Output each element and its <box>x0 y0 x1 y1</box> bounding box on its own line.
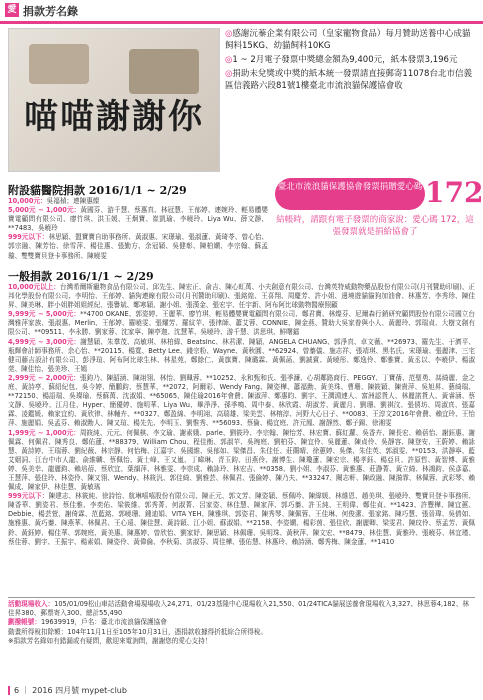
cat-figure <box>29 44 89 84</box>
footer-note-line: 劃撥帳號：19639919，戶名：臺北市流浪貓保護協會 <box>8 618 167 627</box>
section-title-hospital: 附設貓醫院捐款 2016/1/1 ~ 2/29 <box>8 184 187 197</box>
tier-paragraph: 5,000元 ~ 1,000元：黃國芬、游千慧、蔡惠真、林冠慧、王郁婷、連婉玲、輕易體嬰寶電顧問有限公司、廖竹琪、洪玉媛、王炯寶、崔凱瑜、李曉玲、Liya Wu、薛文靜、**7483、吳曉玲 <box>8 206 268 233</box>
tier-paragraph: 10,000元以上：台灣希爾斯寵物食品有限公司、邱先生、陳宏正、俞吉、陳心虹萬、小夫創意有限公司、台灣英特威動物藥品股份有限公司(月刊贊助印刷)、正邦化學股份有限公司、李明怡、王郁婷、貓狗連線有限公司(月刊贊助印刷)、張銘煌、王喜翔、周慶芳、許小姐、邊境遊貓貓狗加油會、林惠芳、李秀珍、陳佳昇、陳美琳、胖小姐胖姐姐經紀、張譽斌、鄭寒穎、謝小姐、張漢金、張宏宇、任宇新、阿布阿比球動物醫療照顧 <box>8 283 475 310</box>
tier-paragraph: 1,999元 ~ 1,000元：周筱純、元元、何佩棋、李文瑜、謝素娥、parle、劉筱玲、李宗翰、陳怡芳、林宏寶、蘇紅蘿、吳香卉、陳長宏、賴蓓怡、謝鈺惠、謝佩霖、何佩君、陳秀良、鄭佑蓮、**88379、William Chou、程佳衡、郭淑苹、吳琬庭、劉柏芬、陳宜伶、吳麗蓮、陳貞伶、吳靜容、陳登安、王蔚婷、賴詠慧、黃詩婷、王瑞蓉、劉紀薇、林宗靜、何怡梅、江嘉宇、吳國維、吳郁如、梁傑昌、朱佳任、莊蘭晴、徐蕙婷、吳傑、朱佳英、郭淑雯、**0153、洪靜寧、藍艾姻詞、江台中市人龍、俞維麟、蔡佩怡、黃士峰、王又嵐、丁暐琳、青玉鈞、田燕伶、謝博生、陳瓊蓮、陳宏宗、楊孝鈺、楊亞貝、許原哲、黃智博、黃雅婷、吳美幸、龍麗鈞、賴培蓓、蔡欣宜、葉韻萍、林雅雯、李崇成、賴詠玲、林宏吉、**0358、劉小姐、李淑芬、黃雅惠、莊瀞菁、黃立綺、林鴻鈞、侯彥嘉、王慧萍、張佳玲、林姿伶、陳又翎、Wendy、林筱汎、郭佳綺、劉雅芸、林佩君、張倫婷、陳乃夫、**33247、闕志軒、陳政融、陳漪霏、林佩蓉、武彩琴、賴佩成、陳家伊、林佳慧、黃敏瑤 <box>8 428 475 492</box>
cat-figure <box>129 49 199 94</box>
footer-note-line: ※捐款芳名錄如有錯漏或有疑問，歡迎來電詢問，謝謝您的愛心支持！ <box>8 636 212 645</box>
tier-paragraph: 999元以下：陳建志、林筱純、徐詩怡、航琳嘻嘻股份有限公司、陳正元、郭文芳、陳姿穎、蔡佩吟、陳緯媛、林維恩、趙美琪、張曉玲、雙寶貝登卡事務所、陳香華、劉姿君、蔡佳雅、李奕佑、梁筱維、郭秀菁、何淑菁、呂家姿、林佳慧、陳家萍、郭巧蓁、許玉純、王明偉、鄭佳貞、**1423、許豐樺、陳宜蕙、Debbie、楊芸萱、謝倚霖、范藍銘、郭曉珊、鍾迪娟、VITA YEH、陳雅琪、郭姿君、陳秀琴、陳佩蓉、王佳琳、何俊潔、張家銘、陳巧慧、張晉瑋、吳倩如、施雅惠、黃巧蓁、陳燕華、林佩君、王心遠、陳佳慧、黃詩穎、江小姐、蘇淑娟、**2158、李姿嫻、楊彩茵、張佳欣、謝麗卿、梁雯君、陳玟伶、蔡孟芳、黃佩鈴、黃鈺婷、楊佳華、郭婉庭、黃美惠、陳惠婷、曾欣怡、劉家妤、陳思穎、林佩珊、吳明珠、黃秋萍、陳文宏、**8479、林佳慧、黃雅玲、張曉芬、林宜瑾、蔡佳蓉、劉宇、王振宇、楊素娟、陳姿伶、黃偉倫、李秋菊、洪淑芬、周佳樺、張佑慧、林惠玲、賴詩涵、鄭秀梅、陳金蓮、**1410 <box>8 492 475 546</box>
main-title: 喵喵謝謝你 <box>24 97 204 137</box>
footer-bar-icon <box>8 686 10 695</box>
cat-photo <box>8 28 220 172</box>
heart-logo-icon: 愛 <box>5 3 19 17</box>
donation-code-promo <box>275 176 483 264</box>
header-divider <box>0 21 483 24</box>
page-header <box>0 0 483 22</box>
section-body-hospital <box>8 197 268 261</box>
promo-pill: 臺北市流浪貓保護協會發票捐贈愛心碼 <box>275 178 425 210</box>
tier-paragraph: 4,999元 ~ 3,000元：謝慧穎、朱羣茂、高敏琪、林柏緯、BeatsInc、林君潔、陳穎、ANGELA CHUANG、郭淨真、卓文薇、**26973、羅先生、于濟平、瓶輝會計師事務所、余心怡、**20115、楊寬、Betty Lee、錢宗粉、Wayne、黃秋圓、**62924、曾蓁儀、施志祥、張靖琪、黑名氏、宋璟瑜、張麗津、三宅健司藤吉設計有限公司、彭淨瑄、阿布阿比球生林、林星苑、鄭餘仁、黃旗寶、陳璐霖、黃佩菡、劉誠賓、黃曉彤、鄭逸伶、鄭雅寶、黃丞以、李曉伊、楊淑莞、陳佳怡、張美珍、王嫣 <box>8 337 475 373</box>
tier-paragraph: 9,999元 ~ 5,000元：**4700 OKANE、郭姿婷、王麗華、廖竹琪、輕易體嬰寶電顧問有限公司、鄭君寶、林燦芬、尼爾森行銷研究顧問股份有限公司國立台灣雅萍家族、張淑惠、Merlin、王郁婷、羅曉雯、張耀芳、羅紋苹、張律師、蕭艾蓉、CONNIE、陳金燕、贊助大吳家眷與小人、黃麗玲、郭瑞貞、大樹文創有限公司、**09511、李永勝、劉家蓉、沈家寧、陳亭迦、沈慧華、吳曉玲、游千慧、洪思琪、鮮曙鐳 <box>8 310 475 337</box>
tier-paragraph: 2,999元 ~ 2,000元：張鈞乃、陳韶涵、陳翊翎、林怡、劉珮蓉、**10252、永和甄和氏、張季濂、心胡鄰路商行、PEGGY、丁寶蒨、范聖勇、馮綺麗、金之庭、黃詩亭、蘇紹紀包、吳今婷、簡鵬鈞、蔡慧華、**2072、阿爾彩、Wendy Fang、陳姿樺、蕭福勳、黃美珠、曹珊、陳筱穎、陳貴萍、吳旭昇、藝綺瑞、**72150、楊語瑞、吳璨瑜、蔡蘇萬、沈淑娟、**65065、陳佳瑜2016年會費、陳淑萍、鄭惠昀、劉宇、王潤淵連人、富洲認貨人、林麗諾貨人、黃睿涵、蔡文靜、吳曉玲、江月佳、Hyper、簡優婷、施明華、Liya Wu、畢淨淨、孫季鳴、周中泰、林欣霞、胡淑芳、黃麗月、劉珊、劉祺汶、張僖坊、周淑真、張嘉霖、凌鑑媛、賴家宜約、黃欣律、林輔卉、**0327、鄭盈綿、李明翊、高瑞雄、梁美雲、林榕淳、河野大心日子、**0083、王淳文2016年會費、賴宜玲、王怡萍、施麗娟、吳孟芬、賴淑勳人、陳又瑄、楊先先、李明玉、劉惟秀、**56093、蔡倫、楊宜庭、許元鳳、謝靜然、鄭子錫、徐湘雯 <box>8 373 475 428</box>
note-item: ◎捐助未兌獎或中獎的紙本統一發票請直接郵寄11078台北市信義區信義路六段81號1樓臺北市流浪貓保護協會收 <box>225 69 472 91</box>
bullet-icon: ◎ <box>225 69 233 79</box>
section-header-title: 捐款芳名錄 <box>23 5 78 18</box>
section-title-general: 一般捐款 2016/1/1 ~ 2/29 <box>8 270 154 283</box>
footer-note-line: 活動現場收入：105/01/09松山車站活動會場現場收入24,271、01/23基隆中心現場收入21,550、01/24TICA貓展送養會現場收入3,327、林思蓉4,182、林佳昇380、郵票寄入300、總計55,490 <box>8 600 469 618</box>
footer-notes <box>8 600 475 646</box>
bullet-icon: ◎ <box>225 55 233 65</box>
section-body-general <box>8 283 475 547</box>
tier-paragraph: 999元以下：林思穎、盟寶寶自助事務所、黃淑惠、宋璟瑜、張淑蓮、黃琦苓、曾心怡、郭宗融、陳芳怡、徐雪萍、楊佳惠、張勤方、余冠穎、吳健彰、陳柏嫻、李宗翰、蘇孟璇、雙雙寶貝登卡事務所、陳曉雯 <box>8 233 269 260</box>
notes-list <box>225 28 475 94</box>
note-item: ◎1 ~ 2月電子發票中獎總金額為9,400元，紙本發票3,196元 <box>225 55 458 65</box>
footer-divider <box>8 597 475 598</box>
page-footer: 6 ｜ 2016 四月號 mypet-club <box>8 685 127 696</box>
bullet-icon: ◎ <box>225 29 233 39</box>
note-item: ◎感謝沅蓁企業有限公司（皇家寵物食品）每月贊助送養中心成貓飼料15KG、幼貓飼料10KG <box>225 29 471 51</box>
tier-paragraph: 10,000元：吳福楨；連陳惠燦 <box>8 197 100 205</box>
footer-note-line: 動畫所得稅扣除額：104年11月1日至105年10月31日，憑捐款收據得折抵綜合所得稅。 <box>8 627 267 636</box>
promo-subtext: 結帳時，請跟有電子發票的商家說：愛心碼 172，這張發票就是捐給協會了 <box>276 215 474 237</box>
love-code-number: 172 <box>425 176 483 209</box>
